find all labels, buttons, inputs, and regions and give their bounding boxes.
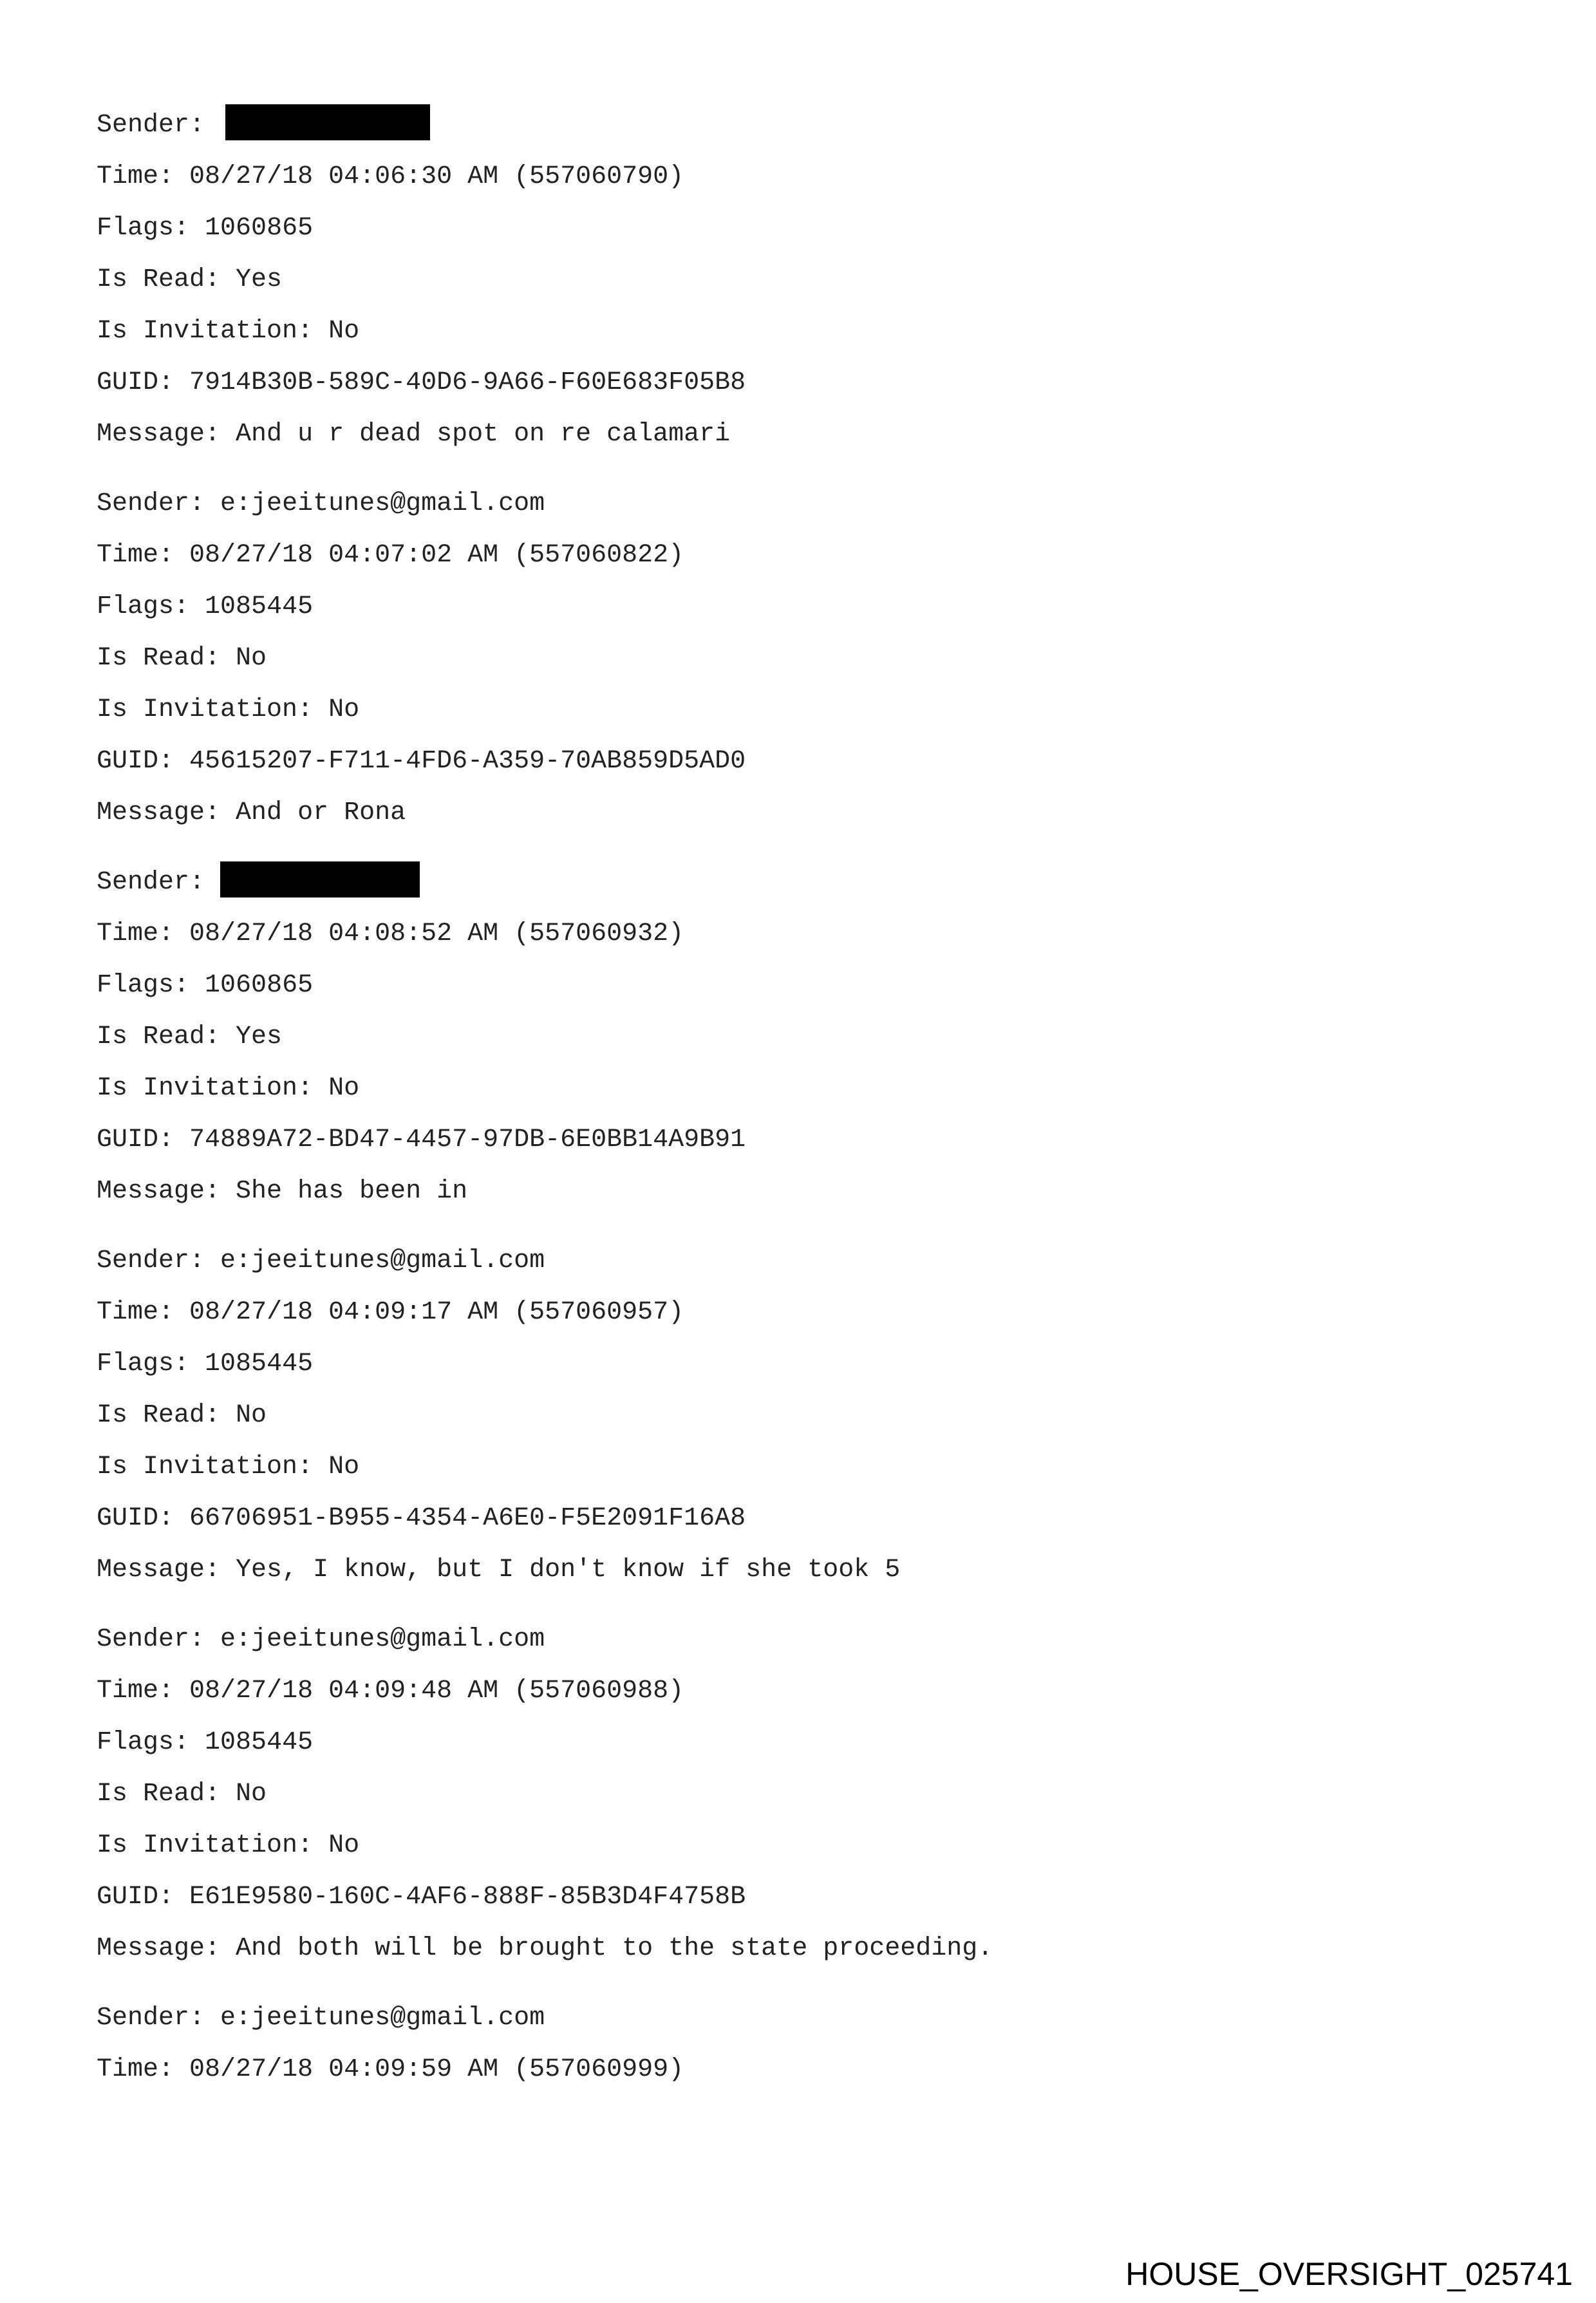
message-text: She has been in bbox=[236, 1177, 468, 1206]
is-invitation-line bbox=[97, 1442, 1513, 1493]
flags-line bbox=[97, 203, 1513, 254]
time-value: 08/27/18 04:06:30 AM (557060790) bbox=[189, 162, 684, 191]
guid-label: GUID: bbox=[97, 1883, 174, 1912]
is-read-line bbox=[97, 1390, 1513, 1442]
is-read-value: No bbox=[236, 644, 267, 673]
time-label: Time: bbox=[97, 2055, 174, 2084]
message-label: Message: bbox=[97, 1934, 221, 1963]
time-line bbox=[97, 1666, 1513, 1717]
time-value: 08/27/18 04:09:59 AM (557060999) bbox=[189, 2055, 684, 2084]
is-read-label: Is Read: bbox=[97, 1022, 221, 1051]
is-invitation-value: No bbox=[328, 695, 360, 724]
guid-line bbox=[97, 357, 1513, 409]
is-read-label: Is Read: bbox=[97, 644, 221, 673]
guid-line bbox=[97, 1872, 1513, 1923]
flags-label: Flags: bbox=[97, 971, 190, 1000]
flags-value: 1085445 bbox=[205, 1728, 314, 1757]
is-invitation-label: Is Invitation: bbox=[97, 317, 314, 346]
is-invitation-value: No bbox=[328, 317, 360, 346]
is-invitation-label: Is Invitation: bbox=[97, 1452, 314, 1481]
sender-label: Sender: bbox=[97, 868, 205, 897]
time-value: 08/27/18 04:09:17 AM (557060957) bbox=[189, 1298, 684, 1327]
message-line bbox=[97, 787, 1513, 839]
sender-line bbox=[97, 857, 1513, 908]
guid-value: 45615207-F711-4FD6-A359-70AB859D5AD0 bbox=[189, 747, 746, 776]
message-line bbox=[97, 1923, 1513, 1975]
message-line bbox=[97, 409, 1513, 460]
is-read-label: Is Read: bbox=[97, 1780, 221, 1809]
time-label: Time: bbox=[97, 1298, 174, 1327]
is-read-value: Yes bbox=[236, 1022, 283, 1051]
flags-value: 1085445 bbox=[205, 592, 314, 621]
message-label: Message: bbox=[97, 798, 221, 827]
is-read-value: No bbox=[236, 1780, 267, 1809]
redaction-box bbox=[220, 861, 420, 898]
flags-label: Flags: bbox=[97, 1728, 190, 1757]
is-read-line bbox=[97, 1769, 1513, 1820]
message-text: And both will be brought to the state proceeding. bbox=[236, 1934, 993, 1963]
guid-label: GUID: bbox=[97, 1125, 174, 1154]
guid-label: GUID: bbox=[97, 1504, 174, 1533]
time-value: 08/27/18 04:08:52 AM (557060932) bbox=[189, 919, 684, 948]
sender-value: e:jeeitunes@gmail.com bbox=[220, 1625, 545, 1654]
message-label: Message: bbox=[97, 1177, 221, 1206]
guid-line bbox=[97, 1114, 1513, 1166]
time-line bbox=[97, 530, 1513, 581]
flags-value: 1060865 bbox=[205, 971, 314, 1000]
guid-label: GUID: bbox=[97, 747, 174, 776]
is-read-line bbox=[97, 633, 1513, 684]
is-read-label: Is Read: bbox=[97, 265, 221, 294]
flags-line bbox=[97, 581, 1513, 633]
guid-line bbox=[97, 1493, 1513, 1545]
is-invitation-line bbox=[97, 1063, 1513, 1114]
message-line bbox=[97, 1545, 1513, 1596]
time-label: Time: bbox=[97, 919, 174, 948]
is-invitation-line bbox=[97, 306, 1513, 357]
guid-line bbox=[97, 736, 1513, 787]
time-line bbox=[97, 2044, 1513, 2096]
time-line bbox=[97, 151, 1513, 203]
time-label: Time: bbox=[97, 541, 174, 570]
is-invitation-label: Is Invitation: bbox=[97, 1074, 314, 1103]
sender-label: Sender: bbox=[97, 1246, 205, 1275]
message-label: Message: bbox=[97, 420, 221, 449]
is-invitation-label: Is Invitation: bbox=[97, 695, 314, 724]
message-record bbox=[97, 1993, 1513, 2096]
sender-value: e:jeeitunes@gmail.com bbox=[220, 1246, 545, 1275]
sender-line bbox=[97, 478, 1513, 530]
message-text: And or Rona bbox=[236, 798, 406, 827]
sender-value: e:jeeitunes@gmail.com bbox=[220, 489, 545, 518]
sender-label: Sender: bbox=[97, 489, 205, 518]
flags-label: Flags: bbox=[97, 592, 190, 621]
message-log bbox=[97, 100, 1513, 2114]
guid-value: E61E9580-160C-4AF6-888F-85B3D4F4758B bbox=[189, 1883, 746, 1912]
message-text: And u r dead spot on re calamari bbox=[236, 420, 731, 449]
sender-line bbox=[97, 1236, 1513, 1287]
flags-value: 1060865 bbox=[205, 214, 314, 243]
bates-number: HOUSE_OVERSIGHT_025741 bbox=[1125, 2256, 1573, 2292]
sender-line bbox=[97, 100, 1513, 151]
is-read-value: Yes bbox=[236, 265, 283, 294]
redaction-box bbox=[225, 104, 430, 140]
time-line bbox=[97, 1287, 1513, 1339]
is-invitation-value: No bbox=[328, 1074, 360, 1103]
message-text: Yes, I know, but I don't know if she took 5 bbox=[236, 1556, 901, 1584]
sender-value: e:jeeitunes@gmail.com bbox=[220, 2004, 545, 2033]
is-read-value: No bbox=[236, 1401, 267, 1430]
guid-label: GUID: bbox=[97, 368, 174, 397]
sender-label: Sender: bbox=[97, 2004, 205, 2033]
sender-label: Sender: bbox=[97, 111, 205, 140]
flags-line bbox=[97, 960, 1513, 1011]
is-read-label: Is Read: bbox=[97, 1401, 221, 1430]
is-invitation-line bbox=[97, 684, 1513, 736]
guid-value: 7914B30B-589C-40D6-9A66-F60E683F05B8 bbox=[189, 368, 746, 397]
time-line bbox=[97, 908, 1513, 960]
flags-line bbox=[97, 1717, 1513, 1769]
message-record bbox=[97, 1236, 1513, 1596]
time-label: Time: bbox=[97, 1677, 174, 1706]
message-record bbox=[97, 1614, 1513, 1975]
sender-line bbox=[97, 1993, 1513, 2044]
flags-label: Flags: bbox=[97, 214, 190, 243]
sender-label: Sender: bbox=[97, 1625, 205, 1654]
is-invitation-value: No bbox=[328, 1831, 360, 1860]
message-line bbox=[97, 1166, 1513, 1217]
is-invitation-label: Is Invitation: bbox=[97, 1831, 314, 1860]
message-record bbox=[97, 857, 1513, 1217]
flags-label: Flags: bbox=[97, 1349, 190, 1378]
is-invitation-line bbox=[97, 1820, 1513, 1872]
time-value: 08/27/18 04:07:02 AM (557060822) bbox=[189, 541, 684, 570]
is-read-line bbox=[97, 254, 1513, 306]
sender-line bbox=[97, 1614, 1513, 1666]
guid-value: 74889A72-BD47-4457-97DB-6E0BB14A9B91 bbox=[189, 1125, 746, 1154]
time-label: Time: bbox=[97, 162, 174, 191]
is-read-line bbox=[97, 1011, 1513, 1063]
is-invitation-value: No bbox=[328, 1452, 360, 1481]
time-value: 08/27/18 04:09:48 AM (557060988) bbox=[189, 1677, 684, 1706]
message-record bbox=[97, 100, 1513, 460]
flags-line bbox=[97, 1339, 1513, 1390]
flags-value: 1085445 bbox=[205, 1349, 314, 1378]
guid-value: 66706951-B955-4354-A6E0-F5E2091F16A8 bbox=[189, 1504, 746, 1533]
message-record bbox=[97, 478, 1513, 839]
message-label: Message: bbox=[97, 1556, 221, 1584]
